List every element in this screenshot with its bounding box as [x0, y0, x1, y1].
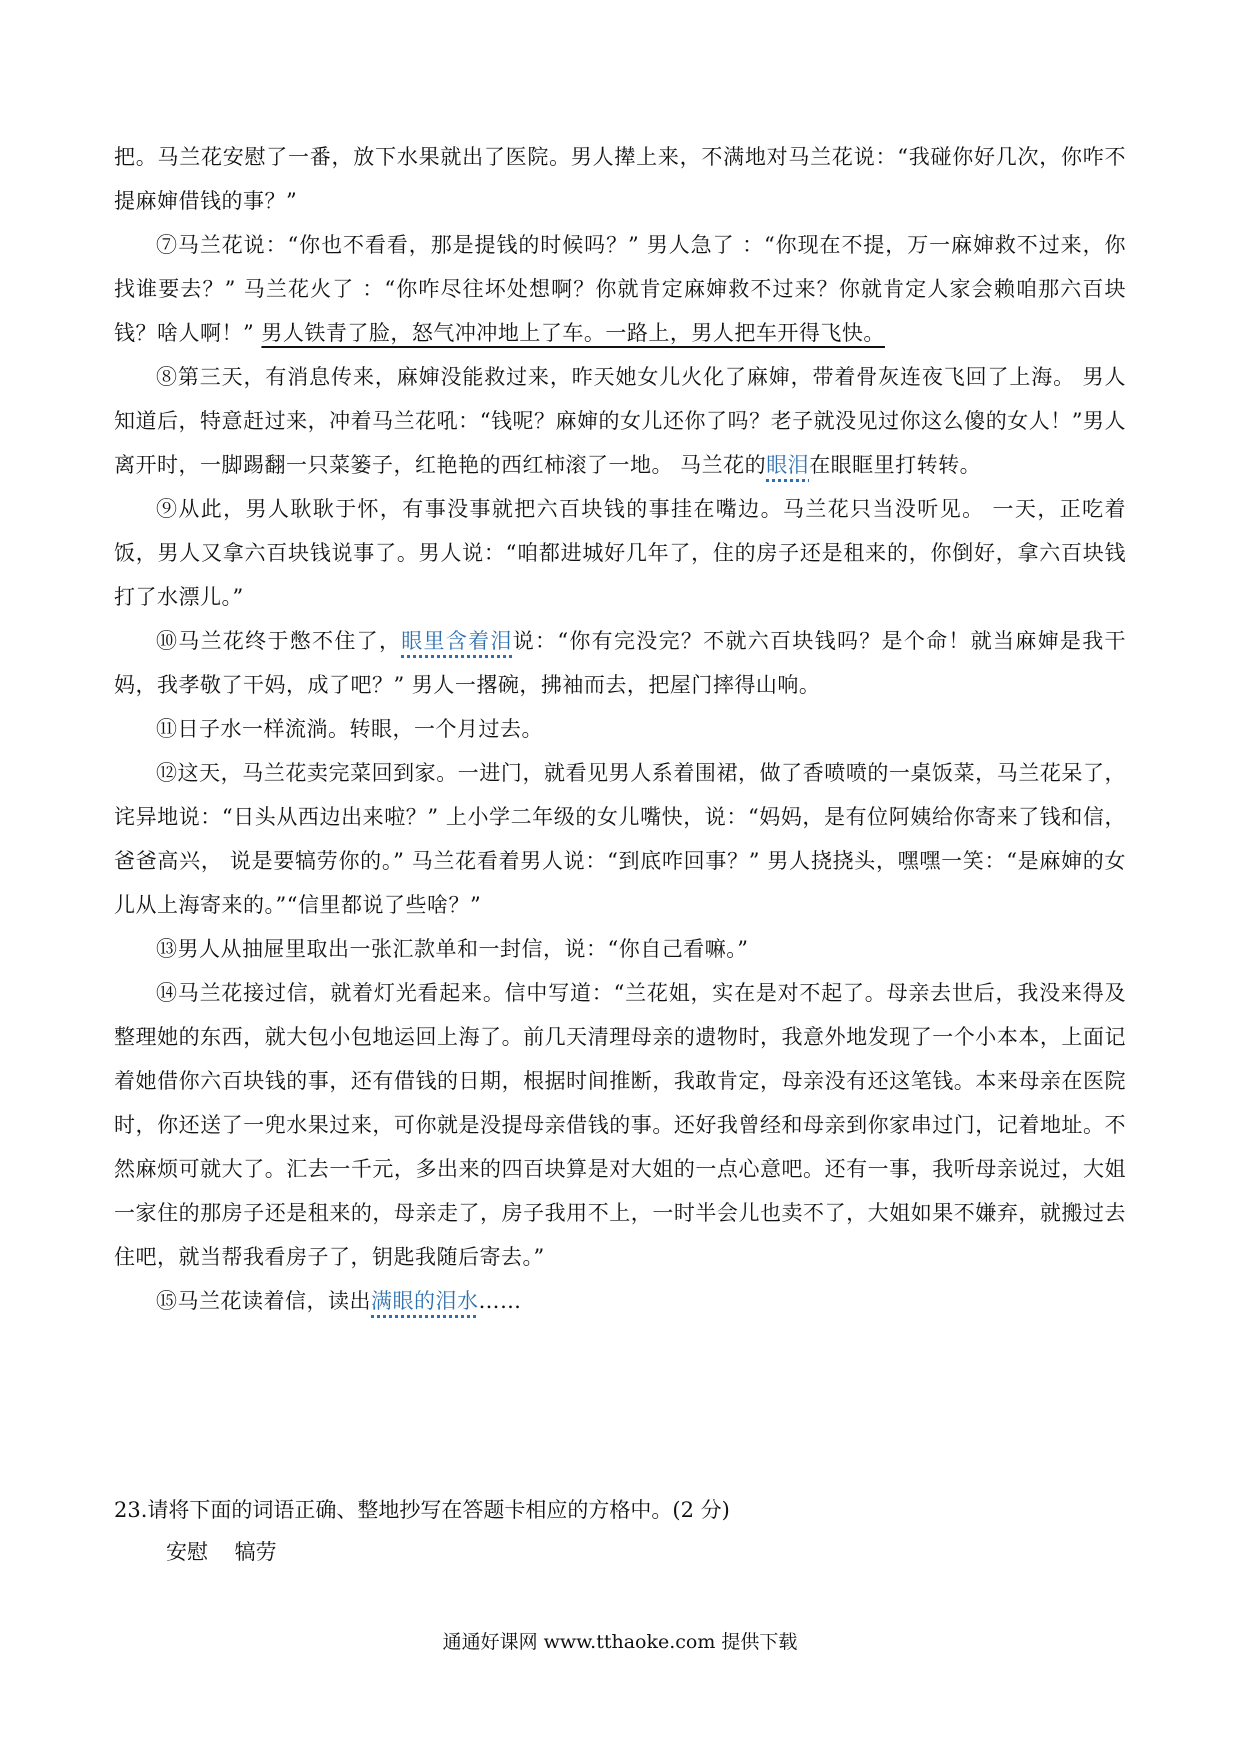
paragraph-11: ⑪日子水一样流淌。转眼，一个月过去。: [156, 717, 543, 741]
paragraph-8: ⑧第三天，有消息传来，麻婶没能救过来，昨天她女儿火化了麻婶，带着骨灰连夜飞回了上海。 男人知道后，特意赶过来，冲着马兰花吼：“钱呢？麻婶的女儿还你了吗？老子就没见过你这么傻的女人！”男人离开时，一脚踢翻一只菜篓子，红艳艳的西红柿滚了一地。 马兰花的眼泪在眼眶里打转转。: [114, 365, 1126, 477]
paragraph-13: ⑬男人从抽屉里取出一张汇款单和一封信，说：“你自己看嘛。”: [156, 937, 749, 961]
paragraph-6-tail: 把。马兰花安慰了一番，放下水果就出了医院。男人撵上来，不满地对马兰花说：“我碰你好几次，你咋不提麻婶借钱的事？”: [114, 145, 1126, 213]
page-footer: 通通好课网 www.tthaoke.com 提供下载: [442, 1631, 798, 1653]
emphasized-tears-3: 满眼的泪水: [371, 1289, 479, 1313]
paragraph-9: ⑨从此，男人耿耿于怀，有事没事就把六百块钱的事挂在嘴边。马兰花只当没听见。 一天，正吃着饭，男人又拿六百块钱说事了。男人说：“咱都进城好几年了，住的房子还是租来的，你倒好，拿六百块钱打了水漂儿。”: [114, 497, 1126, 609]
emphasized-tears-1: 眼泪: [766, 453, 810, 477]
paragraph-15: ⑮马兰花读着信，读出满眼的泪水……: [156, 1289, 522, 1313]
paragraph-10: ⑩马兰花终于憋不住了，眼里含着泪说：“你有完没完？不就六百块钱吗？是个命！就当麻婶是我干妈，我孝敬了干妈，成了吧？” 男人一撂碗，拂袖而去，把屋门摔得山响。: [114, 629, 1126, 697]
copy-words: 安慰 犒劳: [166, 1540, 277, 1564]
question-23: 23.请将下面的词语正确、整地抄写在答题卡相应的方格中。(2 分): [114, 1498, 730, 1522]
paragraph-7: ⑦马兰花说：“你也不看看，那是提钱的时候吗？” 男人急了 ：“你现在不提，万一麻婶救不过来，你找谁要去？” 马兰花火了 ：“你咋尽往坏处想啊？你就肯定麻婶救不过来？你就肯定人家会赖咱那六百块钱？啥人啊！” 男人铁青了脸，怒气冲冲地上了车。一路上，男人把车开得飞快。: [114, 233, 1126, 345]
paragraph-12: ⑫这天，马兰花卖完菜回到家。一进门，就看见男人系着围裙，做了香喷喷的一桌饭菜，马兰花呆了，诧异地说：“日头从西边出来啦？” 上小学二年级的女儿嘴快，说：“妈妈，是有位阿姨给你寄来了钱和信，爸爸高兴， 说是要犒劳你的。” 马兰花看着男人说：“到底咋回事？” 男人挠挠头，嘿嘿一笑：“是麻婶的女儿从上海寄来的。”“信里都说了些啥？”: [114, 761, 1126, 917]
underlined-sentence: 男人铁青了脸，怒气冲冲地上了车。一路上，男人把车开得飞快。: [261, 321, 885, 345]
paragraph-14: ⑭马兰花接过信，就着灯光看起来。信中写道：“兰花姐，实在是对不起了。母亲去世后，我没来得及整理她的东西，就大包小包地运回上海了。前几天清理母亲的遗物时，我意外地发现了一个小本本，上面记着她借你六百块钱的事，还有借钱的日期，根据时间推断，我敢肯定，母亲没有还这笔钱。本来母亲在医院时，你还送了一兜水果过来，可你就是没提母亲借钱的事。还好我曾经和母亲到你家串过门，记着地址。不然麻烦可就大了。汇去一千元，多出来的四百块算是对大姐的一点心意吧。还有一事，我听母亲说过，大姐一家住的那房子还是租来的，母亲走了，房子我用不上，一时半会儿也卖不了，大姐如果不嫌弃，就搬过去住吧，就当帮我看房子了，钥匙我随后寄去。”: [114, 981, 1126, 1269]
story-passage: [114, 135, 1126, 1323]
emphasized-tears-2: 眼里含着泪: [401, 629, 513, 653]
